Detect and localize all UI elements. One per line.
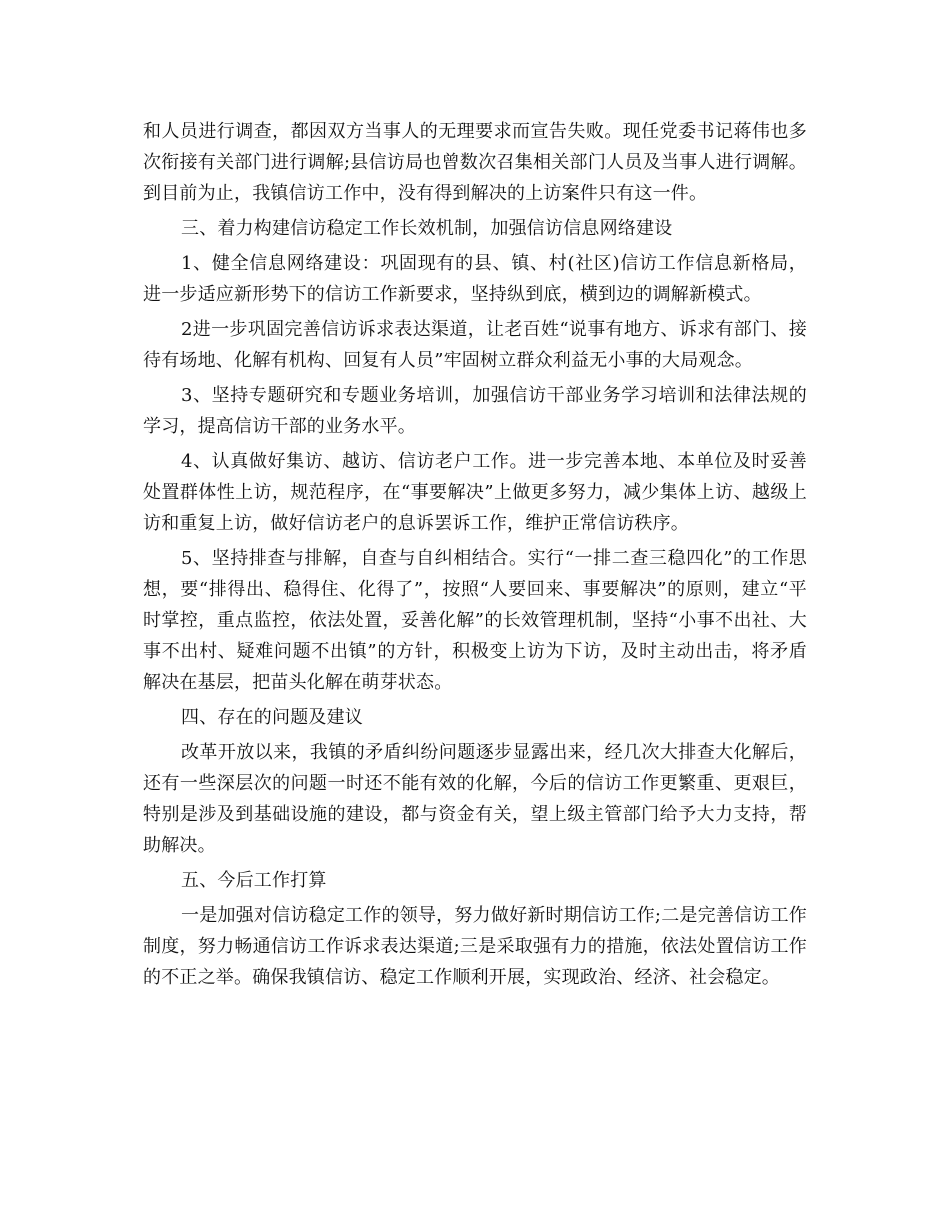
paragraph-item-2: 2进一步巩固完善信访诉求表达渠道，让老百姓“说事有地方、诉求有部门、接待有场地、化解有机构、回复有人员”牢固树立群众利益无小事的大局观念。 (143, 319, 807, 371)
section-heading-3: 三、着力构建信访稳定工作长效机制，加强信访信息网络建设 (181, 218, 673, 239)
paragraph-item-5: 5、坚持排查与排解，自查与自纠相结合。实行“一排二查三稳四化”的工作思想，要“排得出、稳得住、化得了”，按照“人要回来、事要解决”的原则，建立“平时掌控，重点监控，依法处置，妥善化解”的长效管理机制，坚持“小事不出社、大事不出村、疑难问题不出镇”的方针，积极变上访为下访，及时主动出击，将矛盾解决在基层，把苗头化解在萌芽状态。 (143, 548, 807, 693)
paragraph-1: 和人员进行调查，都因双方当事人的无理要求而宣告失败。现任党委书记蒋伟也多次衔接有关部门进行调解;县信访局也曾数次召集相关部门人员及当事人进行调解。到目前为止，我镇信访工作中，没有得到解决的上访案件只有这一件。 (143, 121, 807, 204)
paragraph-item-1: 1、健全信息网络建设：巩固现有的县、镇、村(社区)信访工作信息新格局，进一步适应新形势下的信访工作新要求，坚持纵到底，横到边的调解新模式。 (143, 253, 807, 305)
paragraph-item-3: 3、坚持专题研究和专题业务培训，加强信访干部业务学习培训和法律法规的学习，提高信访干部的业务水平。 (143, 385, 807, 437)
paragraph-item-4: 4、认真做好集访、越访、信访老户工作。进一步完善本地、本单位及时妥善处置群体性上访，规范程序，在“事要解决”上做更多努力，减少集体上访、越级上访和重复上访，做好信访老户的息诉罢诉工作，维护正常信访秩序。 (143, 451, 807, 534)
section-heading-5: 五、今后工作打算 (181, 870, 327, 891)
document-body (143, 116, 807, 997)
section-heading-4: 四、存在的问题及建议 (181, 707, 363, 728)
paragraph-problems: 改革开放以来，我镇的矛盾纠纷问题逐步显露出来，经几次大排查大化解后，还有一些深层次的问题一时还不能有效的化解，今后的信访工作更繁重、更艰巨，特别是涉及到基础设施的建设，都与资金有关，望上级主管部门给予大力支持，帮助解决。 (143, 742, 807, 856)
paragraph-plans: 一是加强对信访稳定工作的领导，努力做好新时期信访工作;二是完善信访工作制度，努力畅通信访工作诉求表达渠道;三是采取强有力的措施，依法处置信访工作的不正之举。确保我镇信访、稳定工作顺利开展，实现政治、经济、社会稳定。 (143, 905, 807, 988)
